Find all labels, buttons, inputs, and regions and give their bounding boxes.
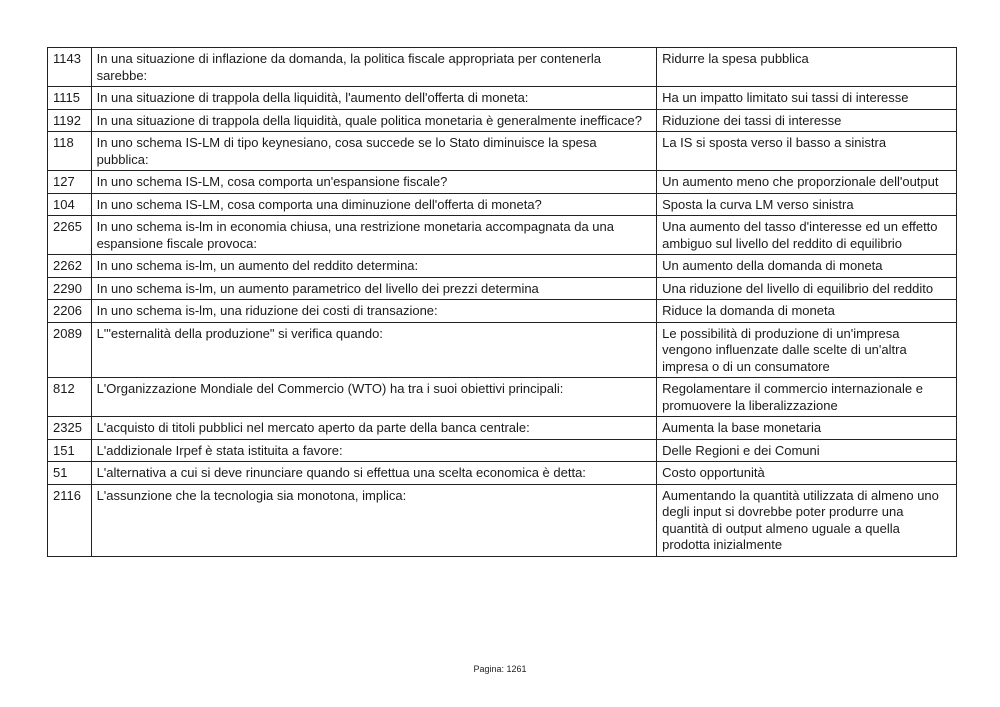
table-row <box>48 417 957 440</box>
row-id-cell: 104 <box>48 193 92 216</box>
table-row <box>48 378 957 417</box>
row-id-cell: 127 <box>48 171 92 194</box>
answer-cell: Sposta la curva LM verso sinistra <box>657 193 957 216</box>
row-id-cell: 151 <box>48 439 92 462</box>
table-row <box>48 48 957 87</box>
row-id-cell: 1143 <box>48 48 92 87</box>
row-id-cell: 2206 <box>48 300 92 323</box>
answer-cell: Un aumento meno che proporzionale dell'output <box>657 171 957 194</box>
question-cell: L'alternativa a cui si deve rinunciare quando si effettua una scelta economica è detta: <box>91 462 657 485</box>
table-row <box>48 132 957 171</box>
row-id-cell: 2089 <box>48 322 92 378</box>
question-cell: L'assunzione che la tecnologia sia monotona, implica: <box>91 484 657 556</box>
table-row <box>48 171 957 194</box>
answer-cell: Aumenta la base monetaria <box>657 417 957 440</box>
question-cell: L'addizionale Irpef è stata istituita a favore: <box>91 439 657 462</box>
answer-cell: Le possibilità di produzione di un'impresa vengono influenzate dalle scelte di un'altra impresa o di un consumatore <box>657 322 957 378</box>
table-row <box>48 193 957 216</box>
question-cell: In uno schema is-lm, un aumento del reddito determina: <box>91 255 657 278</box>
answer-cell: Regolamentare il commercio internazionale e promuovere la liberalizzazione <box>657 378 957 417</box>
question-cell: In una situazione di trappola della liquidità, quale politica monetaria è generalmente inefficace? <box>91 109 657 132</box>
qa-table <box>47 47 957 557</box>
table-row <box>48 322 957 378</box>
answer-cell: Ridurre la spesa pubblica <box>657 48 957 87</box>
answer-cell: Un aumento della domanda di moneta <box>657 255 957 278</box>
row-id-cell: 118 <box>48 132 92 171</box>
question-cell: L'acquisto di titoli pubblici nel mercato aperto da parte della banca centrale: <box>91 417 657 440</box>
answer-cell: Riduce la domanda di moneta <box>657 300 957 323</box>
row-id-cell: 51 <box>48 462 92 485</box>
question-cell: In uno schema IS-LM, cosa comporta una diminuzione dell'offerta di moneta? <box>91 193 657 216</box>
question-cell: L'Organizzazione Mondiale del Commercio (WTO) ha tra i suoi obiettivi principali: <box>91 378 657 417</box>
answer-cell: Delle Regioni e dei Comuni <box>657 439 957 462</box>
table-row <box>48 439 957 462</box>
page-number: Pagina: 1261 <box>473 664 527 674</box>
row-id-cell: 1192 <box>48 109 92 132</box>
row-id-cell: 2325 <box>48 417 92 440</box>
table-row <box>48 255 957 278</box>
answer-cell: Aumentando la quantità utilizzata di almeno uno degli input si dovrebbe poter produrre una quantità di output almeno uguale a quella prodotta inizialmente <box>657 484 957 556</box>
table-row <box>48 484 957 556</box>
page-footer <box>0 664 1000 674</box>
question-cell: In uno schema IS-LM di tipo keynesiano, cosa succede se lo Stato diminuisce la spesa pubblica: <box>91 132 657 171</box>
table-row <box>48 87 957 110</box>
table-row <box>48 277 957 300</box>
answer-cell: La IS si sposta verso il basso a sinistra <box>657 132 957 171</box>
row-id-cell: 812 <box>48 378 92 417</box>
table-row <box>48 216 957 255</box>
row-id-cell: 1115 <box>48 87 92 110</box>
row-id-cell: 2265 <box>48 216 92 255</box>
answer-cell: Una aumento del tasso d'interesse ed un effetto ambiguo sul livello del reddito di equilibrio <box>657 216 957 255</box>
row-id-cell: 2290 <box>48 277 92 300</box>
row-id-cell: 2262 <box>48 255 92 278</box>
row-id-cell: 2116 <box>48 484 92 556</box>
question-cell: In uno schema IS-LM, cosa comporta un'espansione fiscale? <box>91 171 657 194</box>
question-cell: In uno schema is-lm, una riduzione dei costi di transazione: <box>91 300 657 323</box>
table-row <box>48 300 957 323</box>
question-cell: In una situazione di inflazione da domanda, la politica fiscale appropriata per contenerla sarebbe: <box>91 48 657 87</box>
table-row <box>48 462 957 485</box>
question-cell: In uno schema is-lm, un aumento parametrico del livello dei prezzi determina <box>91 277 657 300</box>
table-body <box>48 48 957 557</box>
question-cell: In una situazione di trappola della liquidità, l'aumento dell'offerta di moneta: <box>91 87 657 110</box>
table-row <box>48 109 957 132</box>
answer-cell: Una riduzione del livello di equilibrio del reddito <box>657 277 957 300</box>
answer-cell: Riduzione dei tassi di interesse <box>657 109 957 132</box>
question-cell: L'"esternalità della produzione" si verifica quando: <box>91 322 657 378</box>
answer-cell: Ha un impatto limitato sui tassi di interesse <box>657 87 957 110</box>
question-cell: In uno schema is-lm in economia chiusa, una restrizione monetaria accompagnata da una espansione fiscale provoca: <box>91 216 657 255</box>
answer-cell: Costo opportunità <box>657 462 957 485</box>
